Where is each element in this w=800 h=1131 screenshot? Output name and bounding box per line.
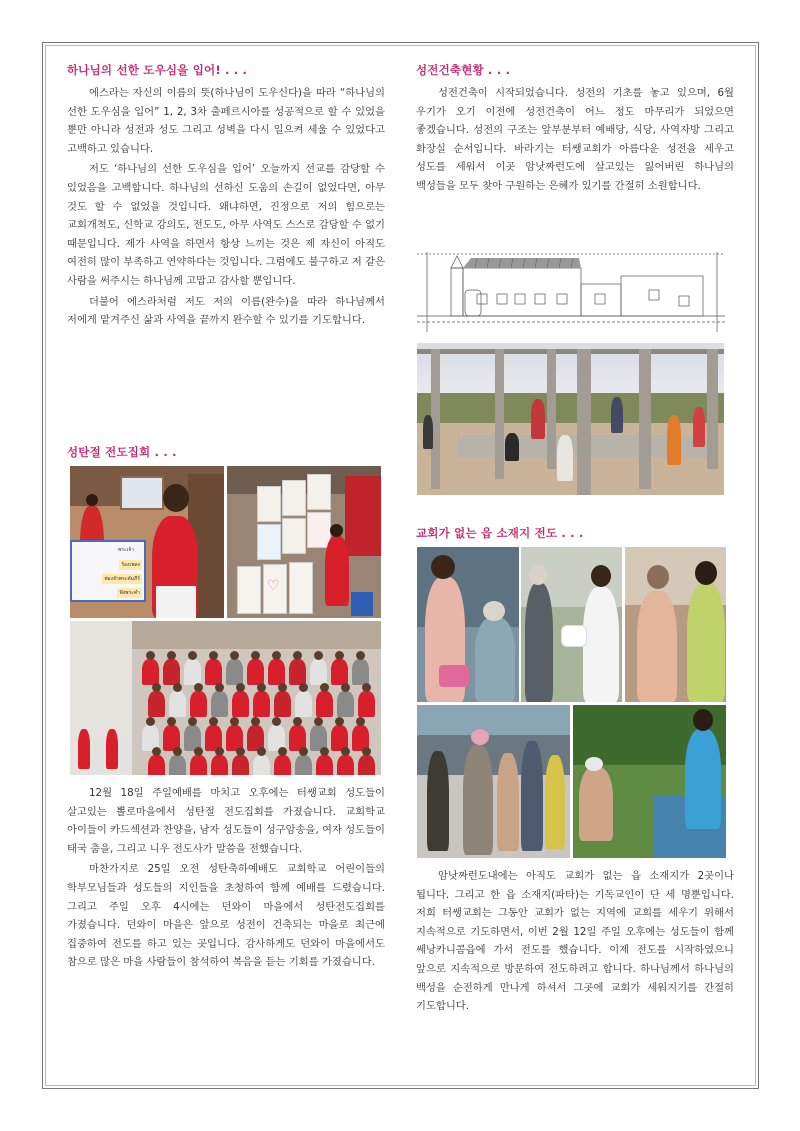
crowd-head xyxy=(194,683,203,692)
crowd-person xyxy=(148,755,165,775)
crowd-head xyxy=(341,683,350,692)
crowd-child xyxy=(92,735,104,775)
crowd-person xyxy=(232,755,249,775)
crowd-head xyxy=(272,651,281,660)
crowd-person xyxy=(253,691,270,717)
crowd-person xyxy=(184,659,201,685)
crowd-head xyxy=(167,717,176,726)
heart-icon: ♡ xyxy=(267,578,280,594)
crowd-head xyxy=(257,747,266,756)
crowd-head xyxy=(194,747,203,756)
paragraph: 더불어 에스라처럼 저도 저의 이름(완수)을 따라 하나님께서 저에게 맡겨주신 삶과 사역을 끝까지 완수할 수 있기를 기도합니다. xyxy=(67,295,385,327)
crowd-head xyxy=(272,717,281,726)
crowd-head xyxy=(152,683,161,692)
christmas-text xyxy=(67,784,385,972)
crowd-person xyxy=(274,691,291,717)
crowd-person xyxy=(169,691,186,717)
crowd-person xyxy=(316,691,333,717)
crowd-head xyxy=(251,651,260,660)
photo-outreach-2 xyxy=(521,547,622,702)
crowd-person xyxy=(190,755,207,775)
crowd-person xyxy=(310,659,327,685)
left-column xyxy=(67,62,385,330)
photo-christmas-group xyxy=(70,621,381,775)
crowd-head xyxy=(209,651,218,660)
heading-good-help: 하나님의 선한 도우심을 입어! . . . xyxy=(67,63,248,77)
crowd-head xyxy=(362,747,371,756)
crowd-head xyxy=(293,717,302,726)
crowd-head xyxy=(230,651,239,660)
crowd-head xyxy=(278,747,287,756)
crowd-child xyxy=(106,729,118,769)
crowd-person xyxy=(148,691,165,717)
crowd-head xyxy=(236,747,245,756)
heading-construction-status: 성전건축현황 . . . xyxy=(416,63,511,77)
elevation-svg xyxy=(417,248,725,338)
photo-outreach-3 xyxy=(625,547,726,702)
crowd-person xyxy=(169,755,186,775)
photo-christmas-presenter xyxy=(70,466,224,618)
crowd-person xyxy=(358,755,375,775)
photo-outreach-5 xyxy=(573,705,726,858)
crowd-head xyxy=(299,747,308,756)
board-item: ร้องเพลง xyxy=(121,562,140,568)
crowd-person xyxy=(211,691,228,717)
crowd-person xyxy=(205,659,222,685)
crowd-person xyxy=(268,659,285,685)
presentation-board xyxy=(70,540,146,602)
crowd-head xyxy=(209,717,218,726)
crowd-head xyxy=(167,651,176,660)
right-column xyxy=(416,62,734,196)
crowd-person xyxy=(232,691,249,717)
crowd-head xyxy=(236,683,245,692)
crowd-person xyxy=(358,691,375,717)
paragraph: 12월 18일 주일예배를 마치고 오후에는 터쌩교회 성도들이 살고있는 뽈로마을에서 성탄절 전도집회를 가졌습니다. 교회학교 아이들이 카드섹션과 찬양을, 남자 성도들이 성구암송을, 여자 성도들이 태국 춤을, 그리고 니우 전도사가 말씀을 전했습니다. xyxy=(67,787,385,855)
board-title: พระเจ้า xyxy=(118,547,135,553)
crowd-head xyxy=(341,747,350,756)
crowd-person xyxy=(226,659,243,685)
crowd-head xyxy=(335,717,344,726)
paragraph: 마찬가지로 25일 오전 성탄축하예배도 교회학교 어린이들의 학부모님들과 성도들의 지인들을 초청하여 함께 예배를 드렸습니다. 그리고 주일 오후 4시에는 던와이 마을에서 성탄전도집회를 가졌습니다. 던와이 마을은 앞으로 성전이 건축되는 마을로 최근에 집중하여 전도를 하고 있는 곳입니다. 감사하게도 던와이 마을에서도 참으로 많은 마을 사람들이 참석하여 복음을 듣는 기회를 가졌습니다. xyxy=(67,863,385,969)
crowd-head xyxy=(320,747,329,756)
crowd-head xyxy=(278,683,287,692)
town-outreach-text xyxy=(416,867,734,1016)
paragraph: 암낫짜런도내에는 아직도 교회가 없는 읍 소재지가 2곳이나 됩니다. 그리고 한 읍 소재지(파타)는 기독교인이 단 세 명뿐입니다. 저희 터쌩교회는 그동안 교회가 없는 지역에 교회를 세우기 위해서 지속적으로 기도하면서, 이번 2월 12일 주일 오후에는 성도들이 함께 쎄낭카니콤읍에 가서 전도를 했습니다. 이제 전도를 시작하였으니 앞으로 지속적으로 방문하여 전도하려고 합니다. 하나님께서 하나님의 백성을 순전하게 만나게 하셔서 그곳에 교회가 세워지기를 간절히 기도합니다. xyxy=(416,870,734,1013)
crowd-person xyxy=(316,755,333,775)
crowd-person xyxy=(337,691,354,717)
crowd-person xyxy=(331,659,348,685)
crowd-head xyxy=(356,717,365,726)
paragraph: 성전건축이 시작되었습니다. 성전의 기초를 놓고 있으며, 6월 우기가 오기 이전에 성전건축이 어느 정도 마무리가 되었으면 좋겠습니다. 성전의 구조는 앞부분부터 예배당, 식당, 사역자방 그리고 화장실 순서입니다. 바라기는 터쌩교회가 아름다운 성전을 세우고 성도를 세워서 이곳 암낫짜런도에 살고있는 잃어버린 하나님의 백성들을 모두 찾아 구원하는 은혜가 있기를 간절히 소원합니다. xyxy=(416,87,734,192)
crowd-person xyxy=(247,659,264,685)
crowd-child xyxy=(120,735,132,775)
building-elevation-drawing xyxy=(417,248,725,338)
crowd-head xyxy=(188,651,197,660)
crowd-head xyxy=(146,651,155,660)
photo-outreach-1 xyxy=(417,547,519,702)
crowd-head xyxy=(314,717,323,726)
crowd-person xyxy=(337,755,354,775)
crowd-head xyxy=(215,683,224,692)
crowd-person xyxy=(211,755,228,775)
crowd-head xyxy=(356,651,365,660)
crowd-person xyxy=(253,755,270,775)
heading-christmas-outreach: 성탄절 전도집회 . . . xyxy=(67,445,177,459)
crowd-head xyxy=(299,683,308,692)
crowd-person xyxy=(289,659,306,685)
crowd-head xyxy=(173,683,182,692)
crowd-person xyxy=(352,659,369,685)
crowd-person xyxy=(295,755,312,775)
crowd-head xyxy=(230,717,239,726)
crowd-head xyxy=(146,717,155,726)
crowd-head xyxy=(188,717,197,726)
crowd-person xyxy=(163,659,180,685)
crowd-head xyxy=(314,651,323,660)
heading-town-outreach: 교회가 없는 읍 소재지 전도 . . . xyxy=(416,526,584,540)
crowd-head xyxy=(293,651,302,660)
photo-christmas-card-section xyxy=(227,466,381,618)
crowd-head xyxy=(362,683,371,692)
photo-outreach-4 xyxy=(417,705,570,858)
photo-construction-site xyxy=(417,343,724,495)
crowd-head xyxy=(335,651,344,660)
crowd-head xyxy=(215,747,224,756)
crowd-head xyxy=(251,717,260,726)
crowd-child xyxy=(78,729,90,769)
board-item: ฟังพระคำ xyxy=(119,590,140,596)
crowd-head xyxy=(152,747,161,756)
crowd-person xyxy=(190,691,207,717)
crowd-person xyxy=(142,659,159,685)
board-item: ท่องจำพระคัมภีร์ xyxy=(104,576,140,582)
crowd-head xyxy=(173,747,182,756)
paragraph: 저도 ‘하나님의 선한 도우심을 입어’ 오늘까지 선교를 감당할 수 있었음을 고백합니다. 하나님의 선하신 도움의 손길이 없었다면, 아무 것도 할 수 없었을 것입니다. 왜냐하면, 진정으로 저의 힘으로는 교회개척도, 신학교 강의도, 전도도, 아무 사역도 스스로 감당할 수 없기 때문입니다. 제가 사역을 하면서 항상 느끼는 것은 제 자신이 아직도 여전히 많이 부족하고 연약하다는 것입니다. 그럼에도 불구하고 저 같은 사람을 써주시는 하나님께 고맙고 감사할 뿐입니다. xyxy=(67,163,385,287)
crowd-person xyxy=(295,691,312,717)
crowd-person xyxy=(274,755,291,775)
crowd-head xyxy=(257,683,266,692)
paragraph: 에스라는 자신의 이름의 뜻(하나님이 도우신다)을 따라 “하나님의 선한 도우심을 입어” 1, 2, 3차 출페르시아를 성공적으로 할 수 있었을 뿐만 아니라 성전과 성도 그리고 성벽을 다시 일으켜 세울 수 있었다고 고백하고 있습니다. xyxy=(67,87,385,155)
crowd-head xyxy=(320,683,329,692)
